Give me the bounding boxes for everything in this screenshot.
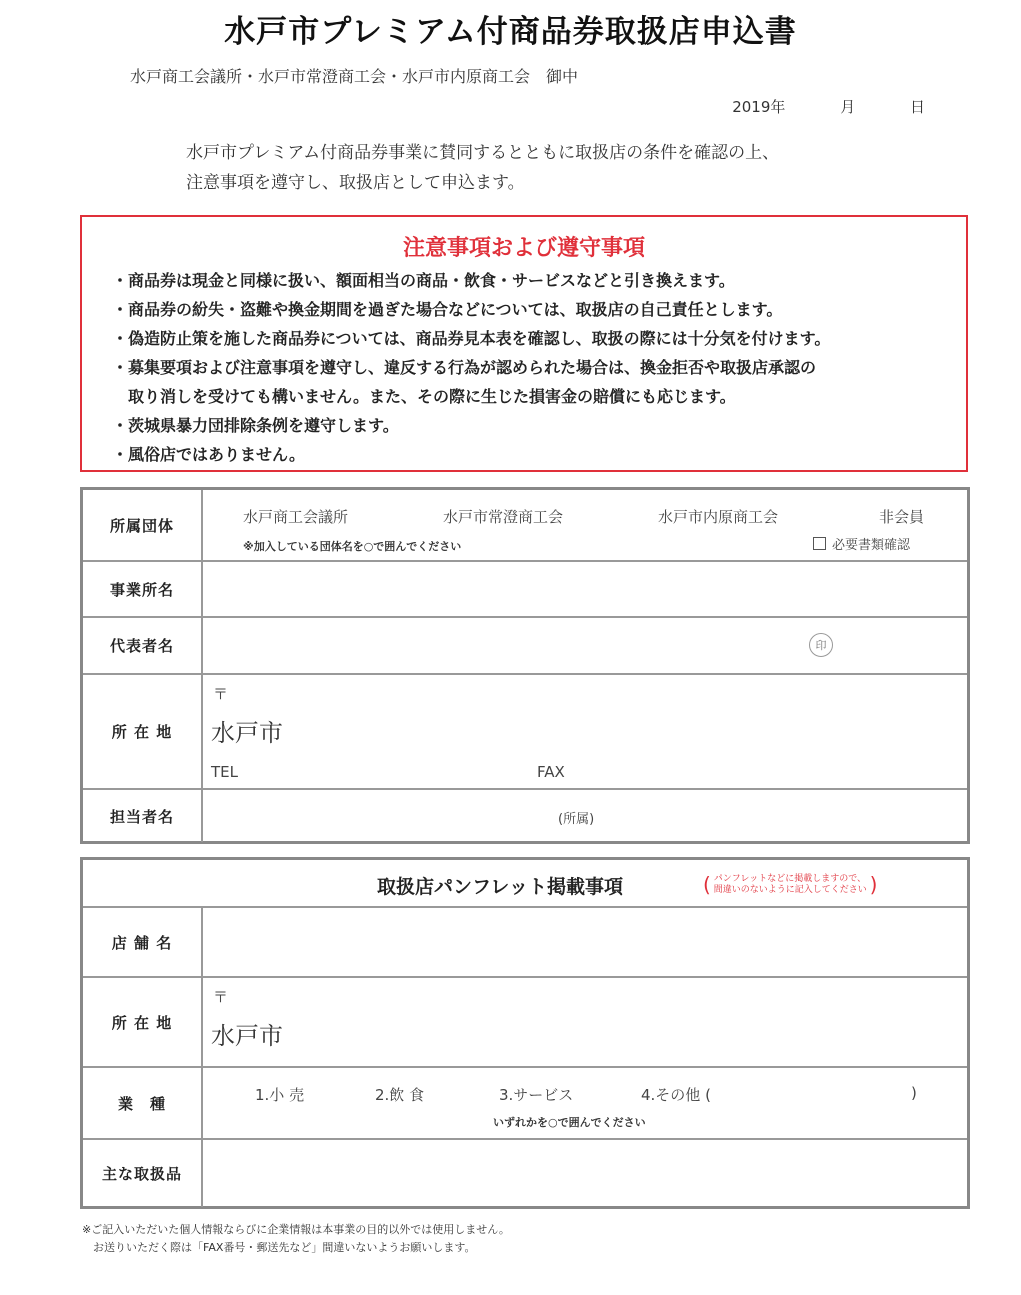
industry-note: いずれかを○で囲んでください (493, 1116, 646, 1129)
postal-mark: 〒 (213, 988, 229, 1006)
affiliation-option[interactable]: 水戸商工会議所 (243, 508, 349, 526)
postal-mark: 〒 (213, 685, 229, 703)
footer-line: お送りいただく際は「FAX番号・郵送先など」間違いないようお願いします。 (82, 1241, 476, 1254)
notice-box (80, 215, 968, 472)
date-line (732, 96, 925, 117)
department-label: (所属) (558, 812, 595, 827)
intro-line: 注意事項を遵守し、取扱店として申込ます。 (186, 173, 525, 193)
contact-field[interactable] (203, 790, 967, 842)
pamphlet-title: 取扱店パンフレット掲載事項 (377, 876, 624, 898)
intro-line: 水戸市プレミアム付商品券事業に賛同するとともに取扱店の条件を確認の上、 (186, 143, 780, 163)
city-name: 水戸市 (211, 1022, 283, 1050)
industry-option[interactable]: 2.飲 食 (375, 1086, 425, 1104)
footer-line: ※ご記入いただいた個人情報ならびに企業情報は本事業の目的以外では使用しません。 (82, 1223, 510, 1236)
industry-option[interactable]: 3.サービス (499, 1086, 574, 1104)
business-name-field[interactable] (203, 562, 967, 616)
store-name-label: 店 舗 名 (83, 908, 203, 976)
intro-paragraph (186, 138, 779, 198)
affiliation-cell[interactable] (203, 490, 967, 560)
notice-item: ・募集要項および注意事項を遵守し、違反する行為が認められた場合は、換金拒否や取扱店承認の (112, 358, 817, 377)
industry-option-close: ) (911, 1084, 917, 1102)
date-day: 日 (909, 98, 925, 116)
store-address-row (83, 978, 967, 1068)
date-month: 月 (840, 98, 856, 116)
notice-title: 注意事項および遵守事項 (402, 236, 645, 261)
representative-row (83, 618, 967, 675)
products-row (83, 1140, 967, 1207)
contact-row (83, 790, 967, 842)
pamphlet-note-line: パンフレットなどに掲載しますので、 (713, 874, 867, 884)
footer-note (82, 1221, 510, 1257)
affiliation-row (83, 490, 967, 562)
representative-field[interactable] (203, 618, 967, 673)
store-address-label: 所 在 地 (83, 978, 203, 1066)
notice-list (112, 266, 966, 469)
business-name-label: 事業所名 (83, 562, 203, 616)
store-address-field[interactable] (203, 978, 967, 1066)
recipient-line: 水戸商工会議所・水戸市常澄商工会・水戸市内原商工会 御中 (130, 67, 579, 86)
affiliation-note: ※加入している団体名を○で囲んでください (243, 540, 462, 553)
address-row (83, 675, 967, 790)
industry-option[interactable]: 1.小 売 (255, 1086, 305, 1104)
pamphlet-note-line: 間違いのないように記入してください (713, 885, 867, 895)
notice-item: ・茨城県暴力団排除条例を遵守します。 (112, 416, 399, 435)
pamphlet-form (80, 857, 970, 1209)
industry-label: 業 種 (83, 1068, 203, 1138)
address-field[interactable] (203, 675, 967, 788)
representative-label: 代表者名 (83, 618, 203, 673)
products-field[interactable] (203, 1140, 967, 1207)
document-check-label: 必要書類確認 (832, 538, 911, 553)
address-label: 所 在 地 (83, 675, 203, 788)
affiliation-option[interactable]: 水戸市常澄商工会 (443, 508, 564, 526)
document-check[interactable] (813, 534, 910, 553)
tel-label: TEL (211, 763, 238, 781)
industry-row (83, 1068, 967, 1140)
form-title: 水戸市プレミアム付商品券取扱店申込書 (224, 14, 797, 50)
city-name: 水戸市 (211, 719, 283, 747)
pamphlet-header (83, 860, 967, 908)
products-label: 主な取扱品 (83, 1140, 203, 1207)
industry-option[interactable]: 4.その他 ( (641, 1086, 711, 1104)
notice-item: ・風俗店ではありません。 (112, 445, 305, 464)
affiliation-label: 所属団体 (83, 490, 203, 560)
store-name-field[interactable] (203, 908, 967, 976)
date-year: 2019年 (732, 98, 786, 116)
contact-label: 担当者名 (83, 790, 203, 842)
notice-item: ・商品券は現金と同様に扱い、額面相当の商品・飲食・サービスなどと引き換えます。 (112, 271, 735, 290)
fax-label: FAX (537, 763, 565, 781)
notice-item: 取り消しを受けても構いません。また、その際に生じた損害金の賠償にも応じます。 (112, 387, 736, 406)
checkbox-icon[interactable] (813, 537, 826, 550)
notice-item: ・偽造防止策を施した商品券については、商品券見本表を確認し、取扱の際には十分気を付けます。 (112, 329, 831, 348)
application-form (80, 487, 970, 844)
affiliation-option[interactable]: 非会員 (879, 508, 925, 526)
store-name-row (83, 908, 967, 978)
industry-cell[interactable] (203, 1068, 967, 1138)
business-name-row (83, 562, 967, 618)
pamphlet-note: ( パンフレットなどに掲載しますので、 間違いのないように記入してください ) (703, 872, 878, 897)
affiliation-option[interactable]: 水戸市内原商工会 (658, 508, 779, 526)
notice-item: ・商品券の紛失・盗難や換金期間を過ぎた場合などについては、取扱店の自己責任とします。 (112, 300, 783, 319)
seal-mark: 印 (809, 633, 833, 657)
